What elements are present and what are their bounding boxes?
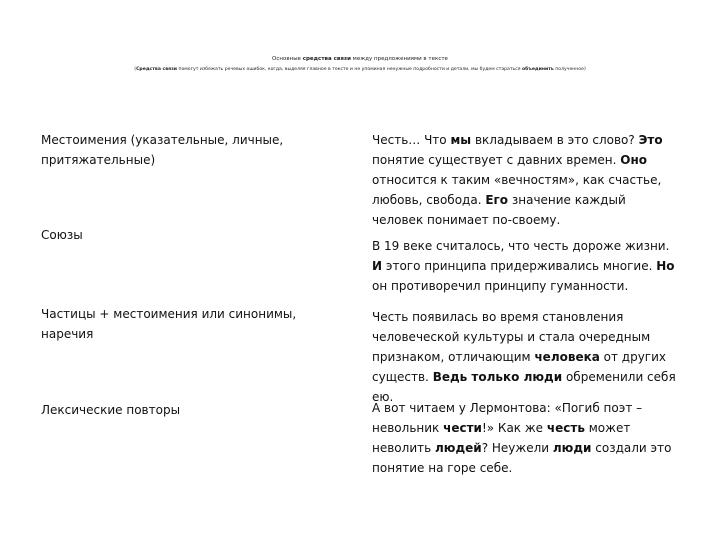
example-text: значение каждый человек понимает по-своему.	[372, 193, 626, 227]
example-keyword: Оно	[620, 153, 647, 167]
means-label-particles: Частицы + местоимения или синонимы, наречия	[41, 307, 297, 341]
means-label-repetitions: Лексические повторы	[41, 403, 181, 417]
example-text: В 19 веке считалось, что честь дороже жизни.	[372, 239, 670, 253]
header-subtitle-post: полученное)	[553, 67, 586, 72]
header-subtitle-bold2: объединить	[522, 67, 554, 72]
example-keyword: Но	[656, 259, 675, 273]
slide-header	[0, 55, 720, 74]
example-keyword: честь	[546, 421, 585, 435]
example-text: относится к таким «вечностям», как счастье, любовь, свобода.	[372, 173, 662, 207]
example-text: !» Как же	[481, 421, 547, 435]
example-keyword: людей	[435, 441, 482, 455]
example-text: понятие существует с давних времен.	[372, 153, 621, 167]
example-keyword: Его	[485, 193, 509, 207]
header-title	[0, 55, 720, 64]
means-label-conjunctions: Союзы	[41, 228, 83, 242]
example-text: обременили себя ею.	[372, 370, 676, 404]
header-subtitle-mid: помогут избежать речевых ошибок, когда, выделяя главное в тексте и не упоминая ненужные подробности и детали, мы будем стараться	[177, 67, 522, 72]
header-subtitle: (Средства связи помогут избежать речевых ошибок, когда, выделяя главное в тексте и не упоминая ненужные подробности и детали, мы будем стараться объединить полученное)	[134, 67, 586, 72]
example-text: создали это понятие на горе себе.	[372, 441, 672, 475]
example-text: ? Неужели	[481, 441, 553, 455]
header-subtitle-bold1: Средства связи	[136, 67, 178, 72]
example-text: вкладываем в это слово?	[471, 133, 639, 147]
example-pronouns	[372, 130, 672, 230]
means-label-pronouns: Местоимения (указательные, личные, притяжательные)	[41, 133, 284, 167]
example-particles	[372, 307, 677, 407]
example-keyword: чести	[443, 421, 482, 435]
example-text: Честь… Что	[372, 133, 451, 147]
example-keyword: мы	[450, 133, 472, 147]
example-text: Честь появилась во время становления человеческой культуры и стала очередным признаком, отличающим	[372, 310, 651, 364]
example-text: может неволить	[372, 421, 631, 455]
header-title-post: между предложениями в тексте	[350, 56, 448, 62]
example-keyword: человека	[534, 350, 600, 364]
example-keyword: люди	[552, 441, 592, 455]
header-title-bold: средства связи	[302, 56, 351, 62]
example-text: А вот читаем у Лермонтова: «Погиб поэт – невольник	[372, 401, 643, 435]
example-conjunctions	[372, 236, 677, 296]
example-keyword: И	[372, 259, 383, 273]
example-text: этого принципа придерживались многие.	[382, 259, 657, 273]
example-repetitions	[372, 398, 672, 478]
example-text: от других существ.	[372, 350, 667, 384]
example-keyword: Это	[638, 133, 663, 147]
example-keyword: Ведь только люди	[432, 370, 563, 384]
header-title-pre: Основные	[272, 56, 303, 62]
example-text: он противоречил принципу гуманности.	[372, 279, 629, 293]
